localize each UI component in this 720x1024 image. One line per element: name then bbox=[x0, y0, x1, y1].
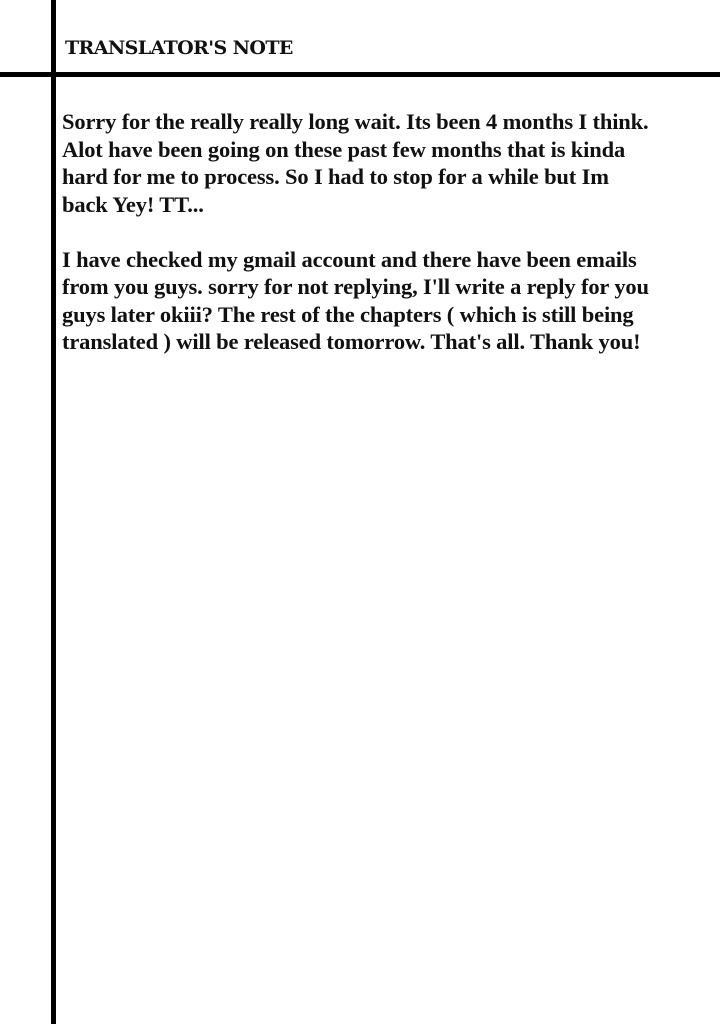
text-line: Sorry for the really really long wait. Its been 4 months I think. bbox=[62, 109, 649, 134]
text-line: hard for me to process. So I had to stop for a while but Im bbox=[62, 164, 609, 189]
text-line: from you guys. sorry for not replying, I'll write a reply for you bbox=[62, 274, 649, 299]
note-paragraph-1 bbox=[62, 108, 702, 218]
text-line: Alot have been going on these past few months that is kinda bbox=[62, 136, 626, 162]
text-line: I have checked my gmail account and there have been emails bbox=[62, 246, 637, 272]
text-line: back Yey! TT... bbox=[62, 191, 204, 217]
note-body bbox=[62, 108, 702, 383]
page-title: TRANSLATOR'S NOTE bbox=[65, 37, 293, 59]
vertical-divider bbox=[51, 0, 56, 1024]
text-line: guys later okiii? The rest of the chapters ( which is still being bbox=[62, 301, 634, 327]
horizontal-divider bbox=[0, 72, 720, 77]
note-paragraph-2 bbox=[62, 246, 702, 356]
text-line: translated ) will be released tomorrow. That's all. Thank you! bbox=[62, 329, 641, 354]
